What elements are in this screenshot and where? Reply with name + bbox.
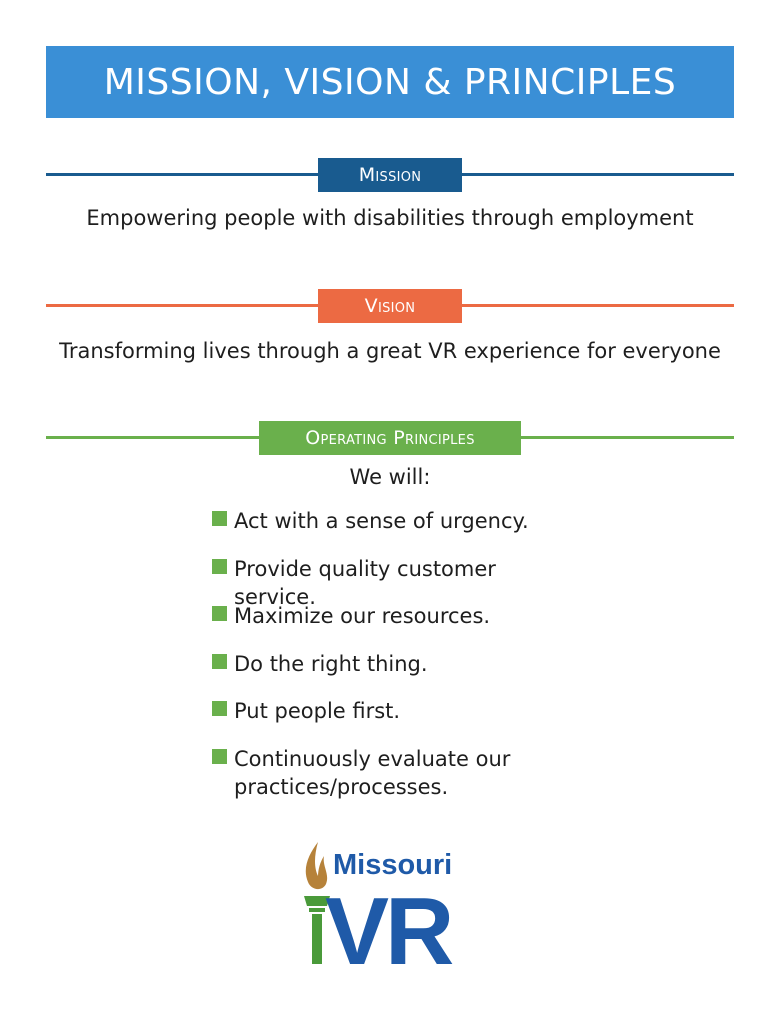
square-bullet-icon [212, 511, 227, 526]
list-item [212, 555, 632, 609]
logo-line1: Missouri [333, 849, 453, 881]
vision-heading: Vision [318, 289, 462, 323]
principles-intro: We will: [349, 465, 431, 489]
square-bullet-icon [212, 559, 227, 574]
page-title: MISSION, VISION & PRINCIPLES [103, 61, 677, 103]
mission-statement: Empowering people with disabilities through employment [86, 206, 694, 230]
list-item [212, 745, 632, 805]
mission-heading: Mission [318, 158, 462, 192]
principle-text: Provide quality customer service. [234, 556, 496, 609]
principle-text: Act with a sense of urgency. [234, 509, 529, 533]
principle-text: Continuously evaluate our practices/processes. [234, 746, 511, 799]
square-bullet-icon [212, 701, 227, 716]
principle-text: Do the right thing. [234, 651, 428, 676]
list-item [212, 650, 632, 698]
logo-line2: VR [325, 878, 451, 968]
principles-list [212, 507, 632, 805]
title-banner [46, 46, 734, 118]
list-item [212, 602, 632, 650]
list-item [212, 697, 632, 745]
missouri-vr-logo [300, 838, 470, 968]
principles-heading: Operating Principles [259, 421, 521, 455]
vision-statement: Transforming lives through a great VR experience for everyone [59, 339, 721, 363]
principle-text: Put people first. [234, 699, 401, 723]
square-bullet-icon [212, 749, 227, 764]
square-bullet-icon [212, 654, 227, 669]
list-item [212, 507, 632, 555]
square-bullet-icon [212, 606, 227, 621]
principle-text: Maximize our resources. [234, 604, 491, 628]
